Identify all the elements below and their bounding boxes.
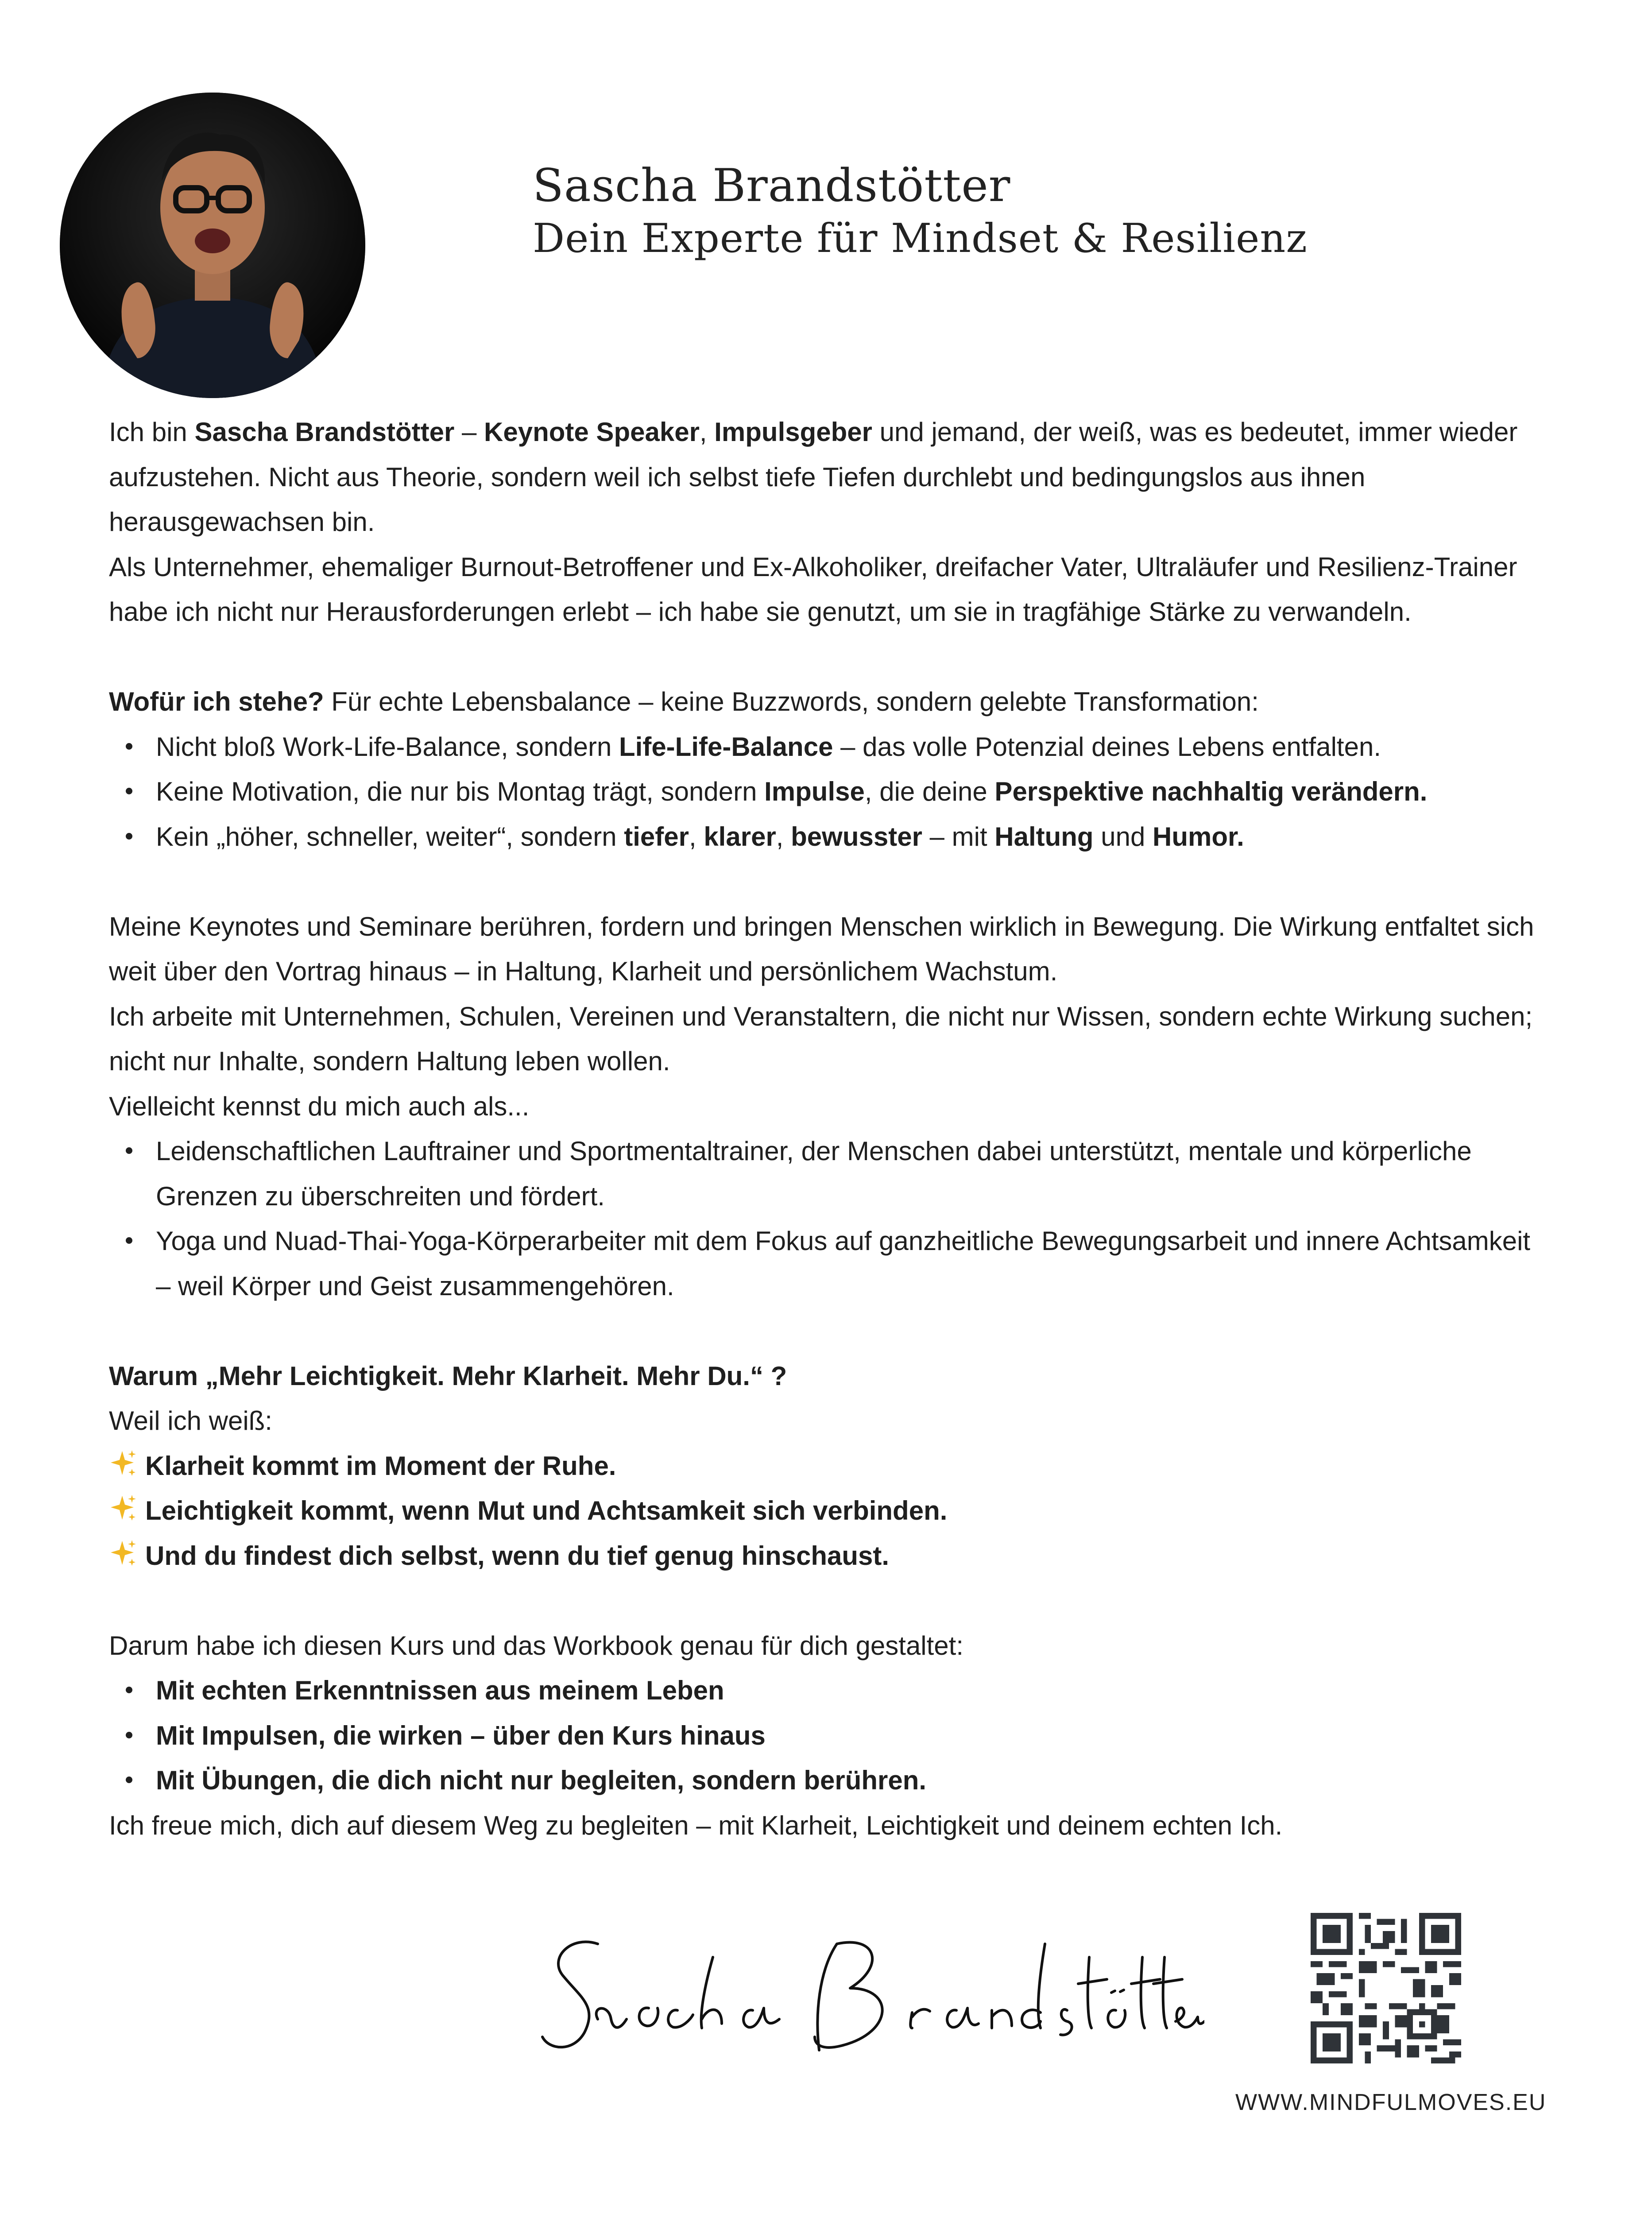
website-url: WWW.MINDFULMOVES.EU: [1235, 2090, 1547, 2115]
text-segment: – mit: [922, 821, 995, 852]
values-lead-bold: Wofür ich stehe?: [109, 687, 324, 716]
list-item: Leidenschaftlichen Lauftrainer und Sportmentaltrainer, der Menschen dabei unterstützt, mentale und körperliche Grenzen zu überschreiten und fördert.: [109, 1129, 1539, 1219]
list-item: [109, 769, 1539, 814]
text-segment: und: [1093, 821, 1153, 852]
bold-text: Mit Übungen, die dich nicht nur begleiten, sondern berühren.: [156, 1765, 927, 1795]
text-segment: Nicht bloß Work-Life-Balance, sondern: [156, 732, 619, 762]
warum-line: [109, 1533, 1539, 1579]
portrait-illustration: [60, 93, 365, 398]
bold-text: Mit Impulsen, die wirken – über den Kurs hinaus: [156, 1720, 766, 1750]
list-item: [109, 1713, 1539, 1758]
page-header: [533, 159, 1308, 265]
spacer: [109, 859, 1539, 904]
values-lead: [109, 679, 1539, 724]
list-item: [109, 1668, 1539, 1713]
warum-line-text: Leichtigkeit kommt, wenn Mut und Achtsamkeit sich verbinden.: [145, 1496, 948, 1525]
bold-text: Mit echten Erkenntnissen aus meinem Leben: [156, 1676, 724, 1705]
kurs-intro: Darum habe ich diesen Kurs und das Workbook genau für dich gestaltet:: [109, 1630, 964, 1660]
author-subtitle: Dein Experte für Mindset & Resilienz: [533, 215, 1308, 262]
text-segment: ,: [689, 821, 704, 852]
spacer: [109, 635, 1539, 680]
warum-heading: [109, 1354, 1539, 1399]
text-segment: – das volle Potenzial deines Lebens entfalten.: [833, 732, 1381, 762]
list-item: [109, 724, 1539, 770]
intro-paragraph: [109, 410, 1539, 545]
bold-name: Sascha Brandstötter: [194, 417, 455, 447]
bold-text: Humor.: [1153, 821, 1244, 852]
bold-text: tiefer: [624, 821, 689, 852]
intro-paragraph-2: Als Unternehmer, ehemaliger Burnout-Betroffener und Ex-Alkoholiker, dreifacher Vater, Ultraläufer und Resilienz-Trainer habe ich nicht nur Herausforderungen erlebt – ich habe sie genutzt, um sie in tragfähige Stärke zu verwandeln.: [109, 552, 1517, 627]
spacer: [109, 1578, 1539, 1623]
text-segment: Kein „höher, schneller, weiter“, sondern: [156, 821, 624, 852]
sparkles-icon: [109, 1494, 145, 1522]
warum-intro: Weil ich weiß:: [109, 1406, 272, 1436]
bold-text: Impulse: [764, 777, 865, 806]
portrait-photo: [60, 93, 365, 398]
text-segment: –: [454, 417, 484, 447]
text-segment: ,: [699, 417, 715, 447]
text-segment: Ich bin: [109, 417, 195, 447]
warum-line: [109, 1444, 1539, 1489]
keynotes-paragraph-2: Ich arbeite mit Unternehmen, Schulen, Vereinen und Veranstaltern, die nicht nur Wissen, sondern echte Wirkung suchen; nicht nur Inhalte, sondern Haltung leben wollen.: [109, 1001, 1533, 1076]
closing-paragraph: Ich freue mich, dich auf diesem Weg zu begleiten – mit Klarheit, Leichtigkeit und deinem echten Ich.: [109, 1810, 1283, 1840]
text-segment: Für echte Lebensbalance – keine Buzzwords, sondern gelebte Transformation:: [324, 687, 1259, 716]
text-segment: Keine Motivation, die nur bis Montag trägt, sondern: [156, 777, 765, 806]
bold-keynote: Keynote Speaker: [484, 417, 700, 447]
keynotes-paragraph-1: Meine Keynotes und Seminare berühren, fordern und bringen Menschen wirklich in Bewegung. Die Wirkung entfaltet sich weit über den Vortrag hinaus – in Haltung, Klarheit und persönlichem Wachstum.: [109, 911, 1534, 986]
bold-text: klarer: [704, 821, 776, 852]
bold-text: Life-Life-Balance: [619, 732, 833, 762]
bold-text: Perspektive nachhaltig verändern.: [994, 777, 1428, 806]
text-segment: und jemand, der weiß, was es bedeutet, immer wieder aufzustehen. Nicht aus Theorie, sondern weil ich selbst tiefe Tiefen durchlebt und bedingungslos aus ihnen herausgewachsen bin.: [109, 417, 1518, 537]
warum-heading-text: Warum „Mehr Leichtigkeit. Mehr Klarheit. Mehr Du.“ ?: [109, 1361, 787, 1391]
kurs-list: [109, 1668, 1539, 1803]
text-segment: , die deine: [864, 777, 995, 806]
handwritten-signature: [531, 1917, 1204, 2063]
spacer: [109, 1308, 1539, 1354]
text-segment: ,: [776, 821, 791, 852]
list-item: [109, 1758, 1539, 1803]
sparkles-icon: [109, 1449, 145, 1478]
qr-code: [1311, 1913, 1461, 2063]
list-item: [109, 814, 1539, 859]
main-content: [109, 410, 1539, 1848]
roles-list: [109, 1129, 1539, 1308]
values-list: [109, 724, 1539, 859]
list-item: Yoga und Nuad-Thai-Yoga-Körperarbeiter mit dem Fokus auf ganzheitliche Bewegungsarbeit und innere Achtsamkeit – weil Körper und Geist zusammengehören.: [109, 1219, 1539, 1308]
bold-text: bewusster: [791, 821, 922, 852]
bold-text: Haltung: [994, 821, 1094, 852]
sparkles-icon: [109, 1539, 145, 1568]
warum-line-text: Klarheit kommt im Moment der Ruhe.: [145, 1451, 616, 1481]
author-name: Sascha Brandstötter: [533, 159, 1011, 212]
keynotes-paragraph-3: Vielleicht kennst du mich auch als...: [109, 1091, 530, 1121]
warum-line-text: Und du findest dich selbst, wenn du tief genug hinschaust.: [145, 1541, 890, 1571]
bold-impulsgeber: Impulsgeber: [714, 417, 873, 447]
warum-line: [109, 1488, 1539, 1533]
qr-code-graphic: [1311, 1913, 1461, 2063]
